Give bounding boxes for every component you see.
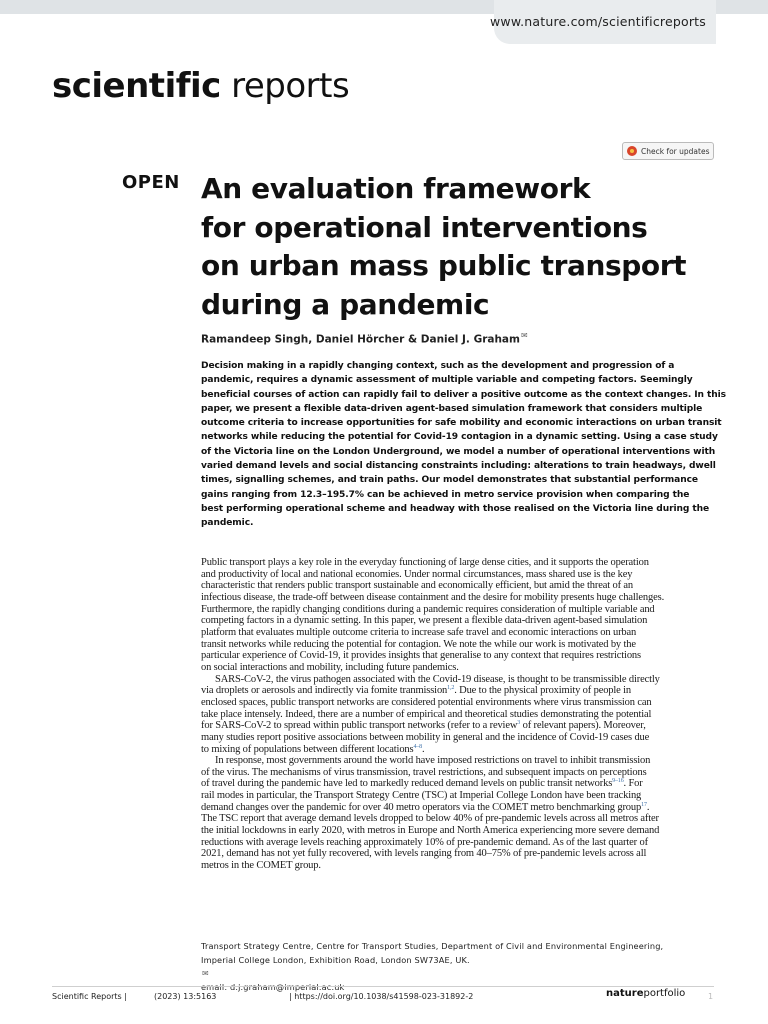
body-line: the initial lockdowns in early 2020, with metros in Europe and North America experiencing more severe demand (201, 825, 660, 837)
body-text-span: of travel during the pandemic have led to markedly reduced demand levels on public transit networks (201, 778, 613, 790)
body-text-span: . (646, 801, 650, 813)
body-text-span: of relevant papers). Moreover, (520, 720, 646, 732)
footer-divider (52, 986, 714, 987)
abstract-line: of the Victoria line on the London Underground, we model a number of operational interventions with (201, 446, 716, 457)
journal-url[interactable]: www.nature.com/scientificreports (489, 14, 706, 29)
affiliation-address: Imperial College London, Exhibition Road, London SW73AE, UK. (201, 954, 470, 965)
title-line: during a pandemic (201, 287, 490, 321)
check-for-updates-button[interactable] (622, 142, 714, 160)
body-line: reductions with average levels reaching approximately 10% of pre-pandemic demand. As of the last quarter of (201, 836, 648, 848)
abstract-line: networks while reducing the potential for Covid-19 contagion in a dynamic setting. Using a case study (201, 432, 718, 443)
abstract-line: paper, we present a flexible data-driven agent-based simulation framework that considers multiple (201, 403, 703, 414)
open-access-label: OPEN (122, 172, 180, 193)
article-title (201, 170, 721, 324)
body-text-span: via droplets or aerosols and indirectly via fomite tranmission (201, 685, 448, 697)
body-line: characteristic that renders public transport sustainable and economically efficient, but amid the threat of an (201, 580, 634, 592)
abstract-line: Decision making in a rapidly changing context, such as the development and progression of a (201, 361, 675, 371)
journal-brand[interactable] (52, 66, 349, 106)
body-line: many studies report positive associations between mobility in general and the incidence of Covid-19 cases due (201, 731, 650, 743)
body-text-span: . (422, 743, 425, 755)
body-text-span: . Due to the physical proximity of people in (454, 685, 632, 697)
page-number: 1 (708, 992, 714, 1001)
citation-ref[interactable]: 4–8 (413, 743, 423, 750)
citation-ref[interactable]: 17 (641, 801, 647, 808)
affiliation-line: Transport Strategy Centre, Centre for Transport Studies, Department of Civil and Environmental Engineering, (201, 941, 664, 951)
body-line: metros in the COMET group. (201, 860, 321, 872)
body-line: Public transport plays a key role in the everyday functioning of large dense cities, and it supports the operation (201, 557, 649, 568)
abstract-line: pandemic. (201, 518, 254, 529)
body-line: Furthermore, the rapidly changing conditions during a pandemic requires consideration of multiple variable and (201, 603, 655, 615)
body-line (201, 802, 715, 814)
abstract-line: times, signalling schemes, and train paths. Our model demonstrates that substantial performance (201, 475, 698, 486)
body-line: transit networks while reducing the potential for contagion. We note the while our work is motivated by the (201, 638, 636, 650)
footer-volume: (2023) 13:5163 (154, 992, 217, 1001)
citation-ref[interactable]: 3 (517, 720, 521, 727)
body-line: In response, most governments around the world have imposed restrictions on travel to inhibit transmission (215, 755, 651, 767)
abstract-line: beneficial courses of action can rapidly fail to deliver a positive outcome as the context changes. In this (201, 389, 726, 400)
author-list (201, 331, 528, 346)
abstract-line: varied demand levels and social distancing constraints including: alterations to train headways, dwell (201, 461, 716, 472)
abstract-line: best performing operational scheme and headway with those realised on the Victoria line during the (201, 503, 710, 514)
footer-doi[interactable]: | https://doi.org/10.1038/s41598-023-31892-2 (289, 992, 474, 1001)
body-line: particular experience of Covid-19, it provides insights that generalise to any context that requires restrictions (201, 650, 641, 662)
authors-text: Ramandeep Singh, Daniel Hörcher & Daniel J. Graham (201, 333, 520, 346)
body-text (201, 557, 715, 872)
title-line: An evaluation framework (201, 172, 591, 205)
publisher-bold: nature (606, 988, 644, 999)
citation-ref[interactable]: 1,2 (447, 685, 455, 692)
body-line: of the virus. The mechanisms of virus transmission, travel restrictions, and subsequent impacts on perceptions (201, 766, 647, 778)
title-line: on urban mass public transport (201, 249, 687, 282)
body-text-span: . For (623, 778, 643, 790)
body-line: infectious disease, the trade-off between disease containment and the desire for mobility presents huge challenges. (201, 591, 665, 603)
body-line (201, 744, 715, 756)
body-line: The TSC report that average demand levels dropped to below 40% of pre-pandemic levels across all metros after (201, 813, 659, 825)
body-line: on social interactions and mobility, including future pandemics. (201, 661, 459, 673)
body-line: and productivity of local and national economies. Under normal circumstances, mass shared use is the key (201, 568, 633, 580)
check-updates-label: Check for updates (641, 146, 710, 156)
mail-icon[interactable]: ✉ (520, 331, 528, 340)
body-text-span: for SARS-CoV-2 to spread within public transport networks (refer to a review (201, 720, 518, 732)
brand-light: reports (231, 66, 350, 106)
footer-journal: Scientific Reports | (52, 992, 127, 1001)
body-line: rail modes in particular, the Transport Strategy Centre (TSC) at Imperial College London have been tracking (201, 790, 642, 802)
brand-bold: scientific (52, 66, 221, 106)
body-line (201, 778, 715, 790)
abstract-line: outcome criteria to increase opportunities for safe mobility and economic interactions on urban transit (201, 418, 722, 429)
title-line: for operational interventions (201, 210, 648, 244)
abstract-line: gains ranging from 12.3–195.7% can be achieved in metro service provision when comparing the (201, 489, 690, 500)
abstract-line: pandemic, requires a dynamic assessment of multiple variable and competing factors. Seemingly (201, 375, 693, 386)
publisher-light: portfolio (643, 988, 686, 999)
publisher-logo (606, 988, 685, 999)
abstract (201, 359, 726, 531)
body-text-span: demand changes over the pandemic for over 40 metro operators via the COMET metro benchmarking group (201, 801, 642, 813)
body-line: SARS-CoV-2, the virus pathogen associated with the Covid-19 disease, is thought to be transmissible directly (215, 673, 660, 685)
body-line (201, 720, 715, 732)
body-text-span: to mixing of populations between different locations (201, 743, 414, 755)
body-line: competing factors in a dynamic setting. In this paper, we present a flexible data-driven agent-based simulation (201, 615, 648, 627)
body-line: platform that evaluates multiple outcome criteria to increase safe travel and economic interactions on urban (201, 626, 637, 638)
body-line: enclosed spaces, public transport networks are considered potential environments where virus transmission can (201, 696, 652, 708)
body-line: take place intensely. Indeed, there are a number of empirical and theoretical studies demonstrating the potential (201, 708, 652, 720)
crossmark-icon (627, 146, 637, 156)
body-line (201, 685, 715, 697)
citation-ref[interactable]: 9–16 (612, 778, 624, 785)
body-line: 2021, demand has not yet fully recovered, with levels ranging from 40–75% of pre-pandemic levels across all (201, 848, 647, 860)
mail-icon: ✉ (202, 969, 209, 978)
